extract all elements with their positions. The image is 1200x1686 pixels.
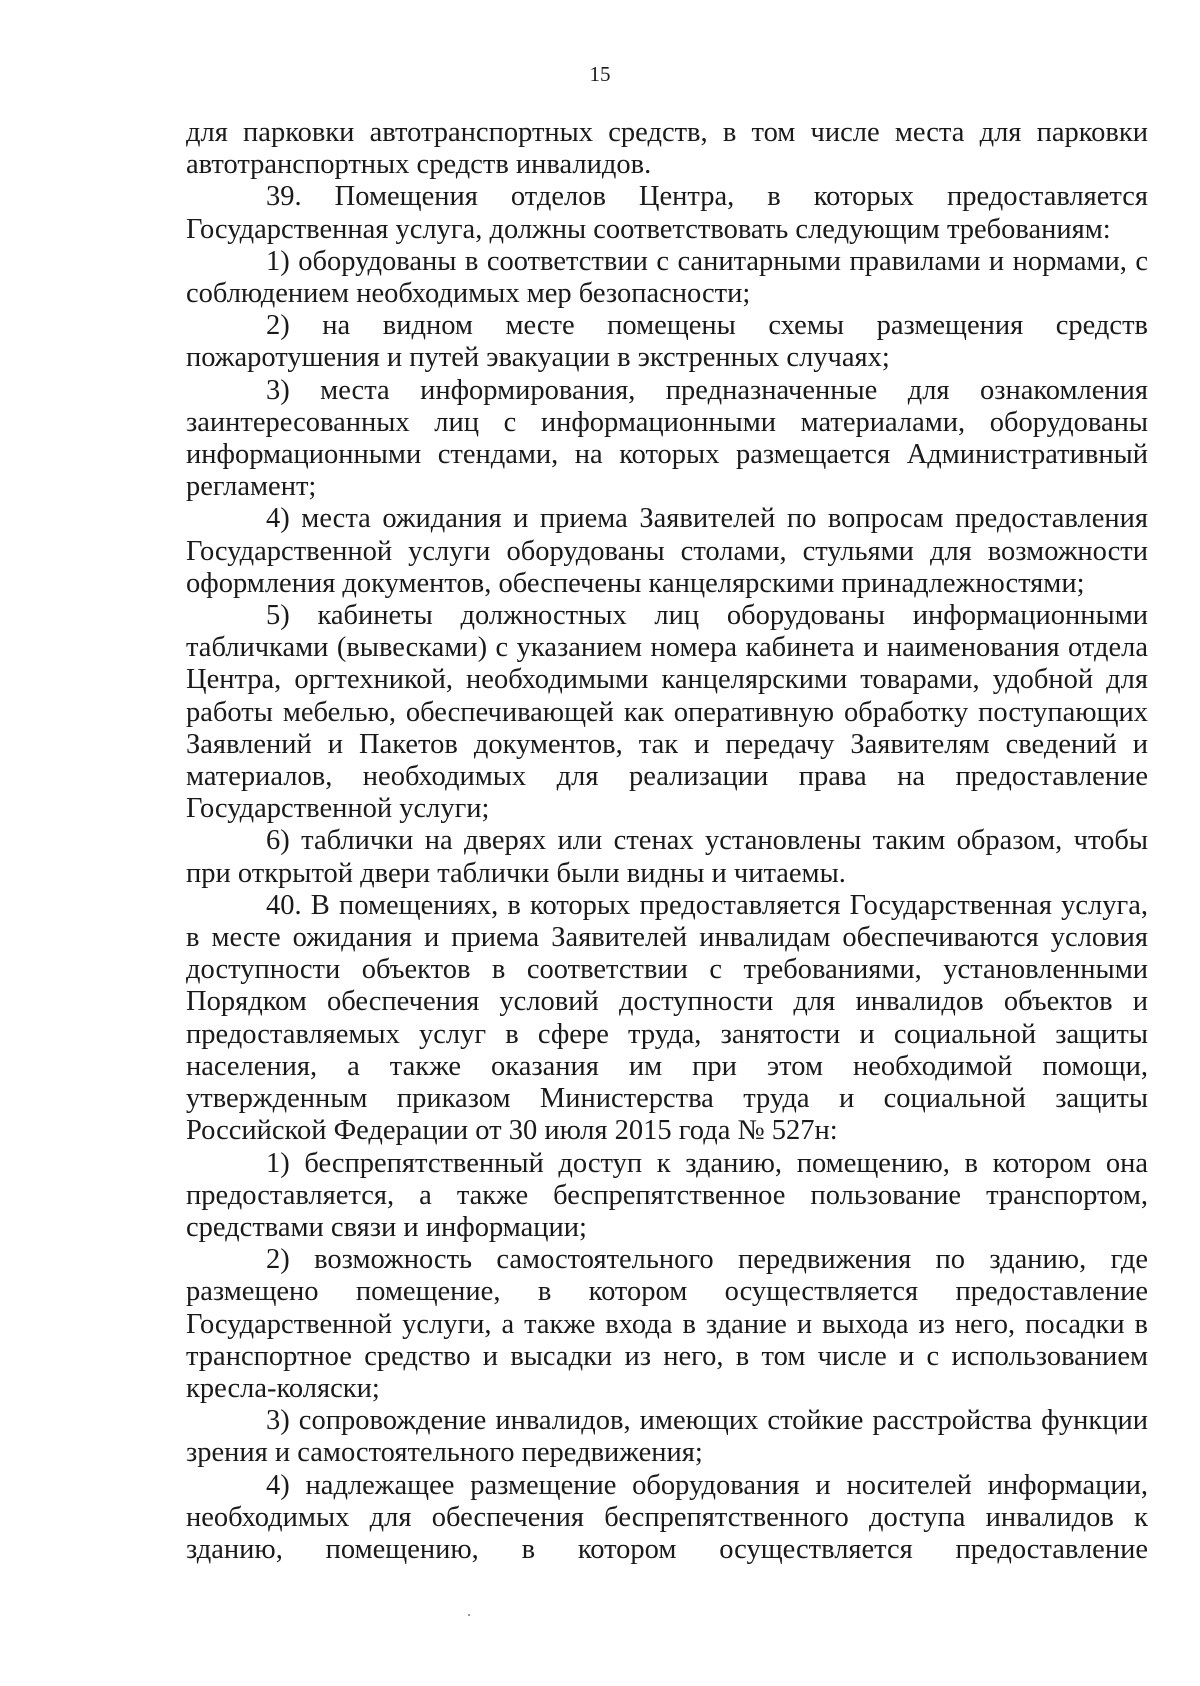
paragraph-39-item-6: 6) таблички на дверях или стенах установлены таким образом, чтобы при открытой двери таблички были видны и читаемы. — [186, 825, 1148, 889]
document-body — [186, 117, 1148, 1566]
paragraph-39: 39. Помещения отделов Центра, в которых предоставляется Государственная услуга, должны соответствовать следующим требованиям: — [186, 181, 1148, 245]
paragraph-39-item-3: 3) места информирования, предназначенные для ознакомления заинтересованных лиц с информационными материалами, оборудованы информационными стендами, на которых размещается Административный регламент; — [186, 374, 1148, 503]
page-number: 15 — [589, 62, 611, 86]
paragraph-40-item-2: 2) возможность самостоятельного передвижения по зданию, где размещено помещение, в котором осуществляется предоставление Государственной услуги, а также входа в здание и выхода из него, посадки в транспортное средство и высадки из него, в том числе и с использованием кресла-коляски; — [186, 1244, 1148, 1404]
paragraph-39-item-2: 2) на видном месте помещены схемы размещения средств пожаротушения и путей эвакуации в экстренных случаях; — [186, 310, 1148, 374]
paragraph-39-item-5: 5) кабинеты должностных лиц оборудованы информационными табличками (вывесками) с указанием номера кабинета и наименования отдела Центра, оргтехникой, необходимыми канцелярскими товарами, удобной для работы мебелью, обеспечивающей как оперативную обработку поступающих Заявлений и Пакетов документов, так и передачу Заявителям сведений и материалов, необходимых для реализации права на предоставление Государственной услуги; — [186, 600, 1148, 825]
paragraph-39-item-1: 1) оборудованы в соответствии с санитарными правилами и нормами, с соблюдением необходимых мер безопасности; — [186, 245, 1148, 310]
paragraph-continuation: для парковки автотранспортных средств, в том числе места для парковки автотранспортных средств инвалидов. — [186, 117, 1148, 181]
paragraph-39-item-4: 4) места ожидания и приема Заявителей по вопросам предоставления Государственной услуги оборудованы столами, стульями для возможности оформления документов, обеспечены канцелярскими принадлежностями; — [186, 503, 1148, 599]
paragraph-40: 40. В помещениях, в которых предоставляется Государственная услуга, в месте ожидания и приема Заявителей инвалидам обеспечиваются условия доступности объектов в соответствии с требованиями, установленными Порядком обеспечения условий доступности для инвалидов объектов и предоставляемых услуг в сфере труда, занятости и социальной защиты населения, а также оказания им при этом необходимой помощи, утвержденным приказом Министерства труда и социальной защиты Российской Федерации от 30 июля 2015 года № 527н: — [186, 889, 1148, 1147]
scan-speck — [468, 1614, 470, 1616]
paragraph-40-item-1: 1) беспрепятственный доступ к зданию, помещению, в котором она предоставляется, а также беспрепятственное пользование транспортом, средствами связи и информации; — [186, 1147, 1148, 1243]
paragraph-40-item-4: 4) надлежащее размещение оборудования и носителей информации, необходимых для обеспечения беспрепятственного доступа инвалидов к зданию, помещению, в котором осуществляется предоставление — [186, 1469, 1148, 1565]
paragraph-40-item-3: 3) сопровождение инвалидов, имеющих стойкие расстройства функции зрения и самостоятельного передвижения; — [186, 1405, 1148, 1469]
